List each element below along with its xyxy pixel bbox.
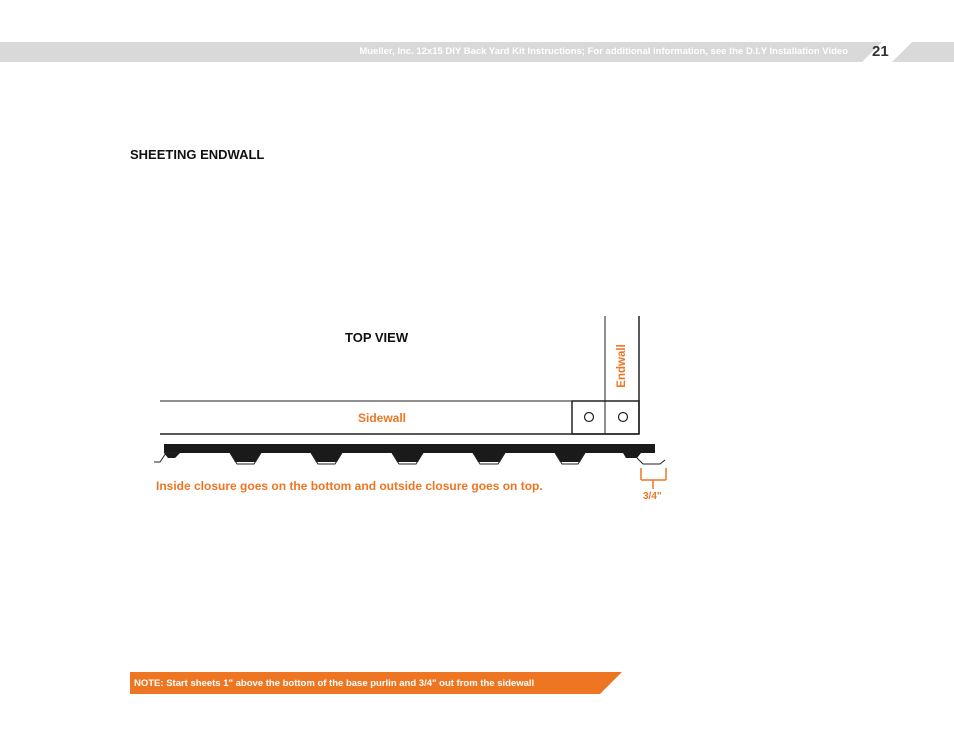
section-title: SHEETING ENDWALL — [130, 147, 265, 162]
header-title: Mueller, Inc. 12x15 DIY Back Yard Kit Instructions; For additional information, see the D.I.Y Installation Video — [359, 46, 848, 57]
page-number: 21 — [872, 43, 889, 60]
closure-note: Inside closure goes on the bottom and outside closure goes on top. — [156, 479, 543, 493]
bolt-hole-right — [619, 413, 628, 422]
top-view-label: TOP VIEW — [345, 330, 409, 345]
sidewall-label: Sidewall — [358, 411, 407, 425]
dimension-label: 3/4" — [643, 491, 662, 502]
bolt-hole-left — [585, 413, 594, 422]
endwall-label: Endwall — [616, 344, 628, 388]
note-text: NOTE: Start sheets 1" above the bottom of the base purlin and 3/4" out from the sidewall — [134, 678, 535, 689]
